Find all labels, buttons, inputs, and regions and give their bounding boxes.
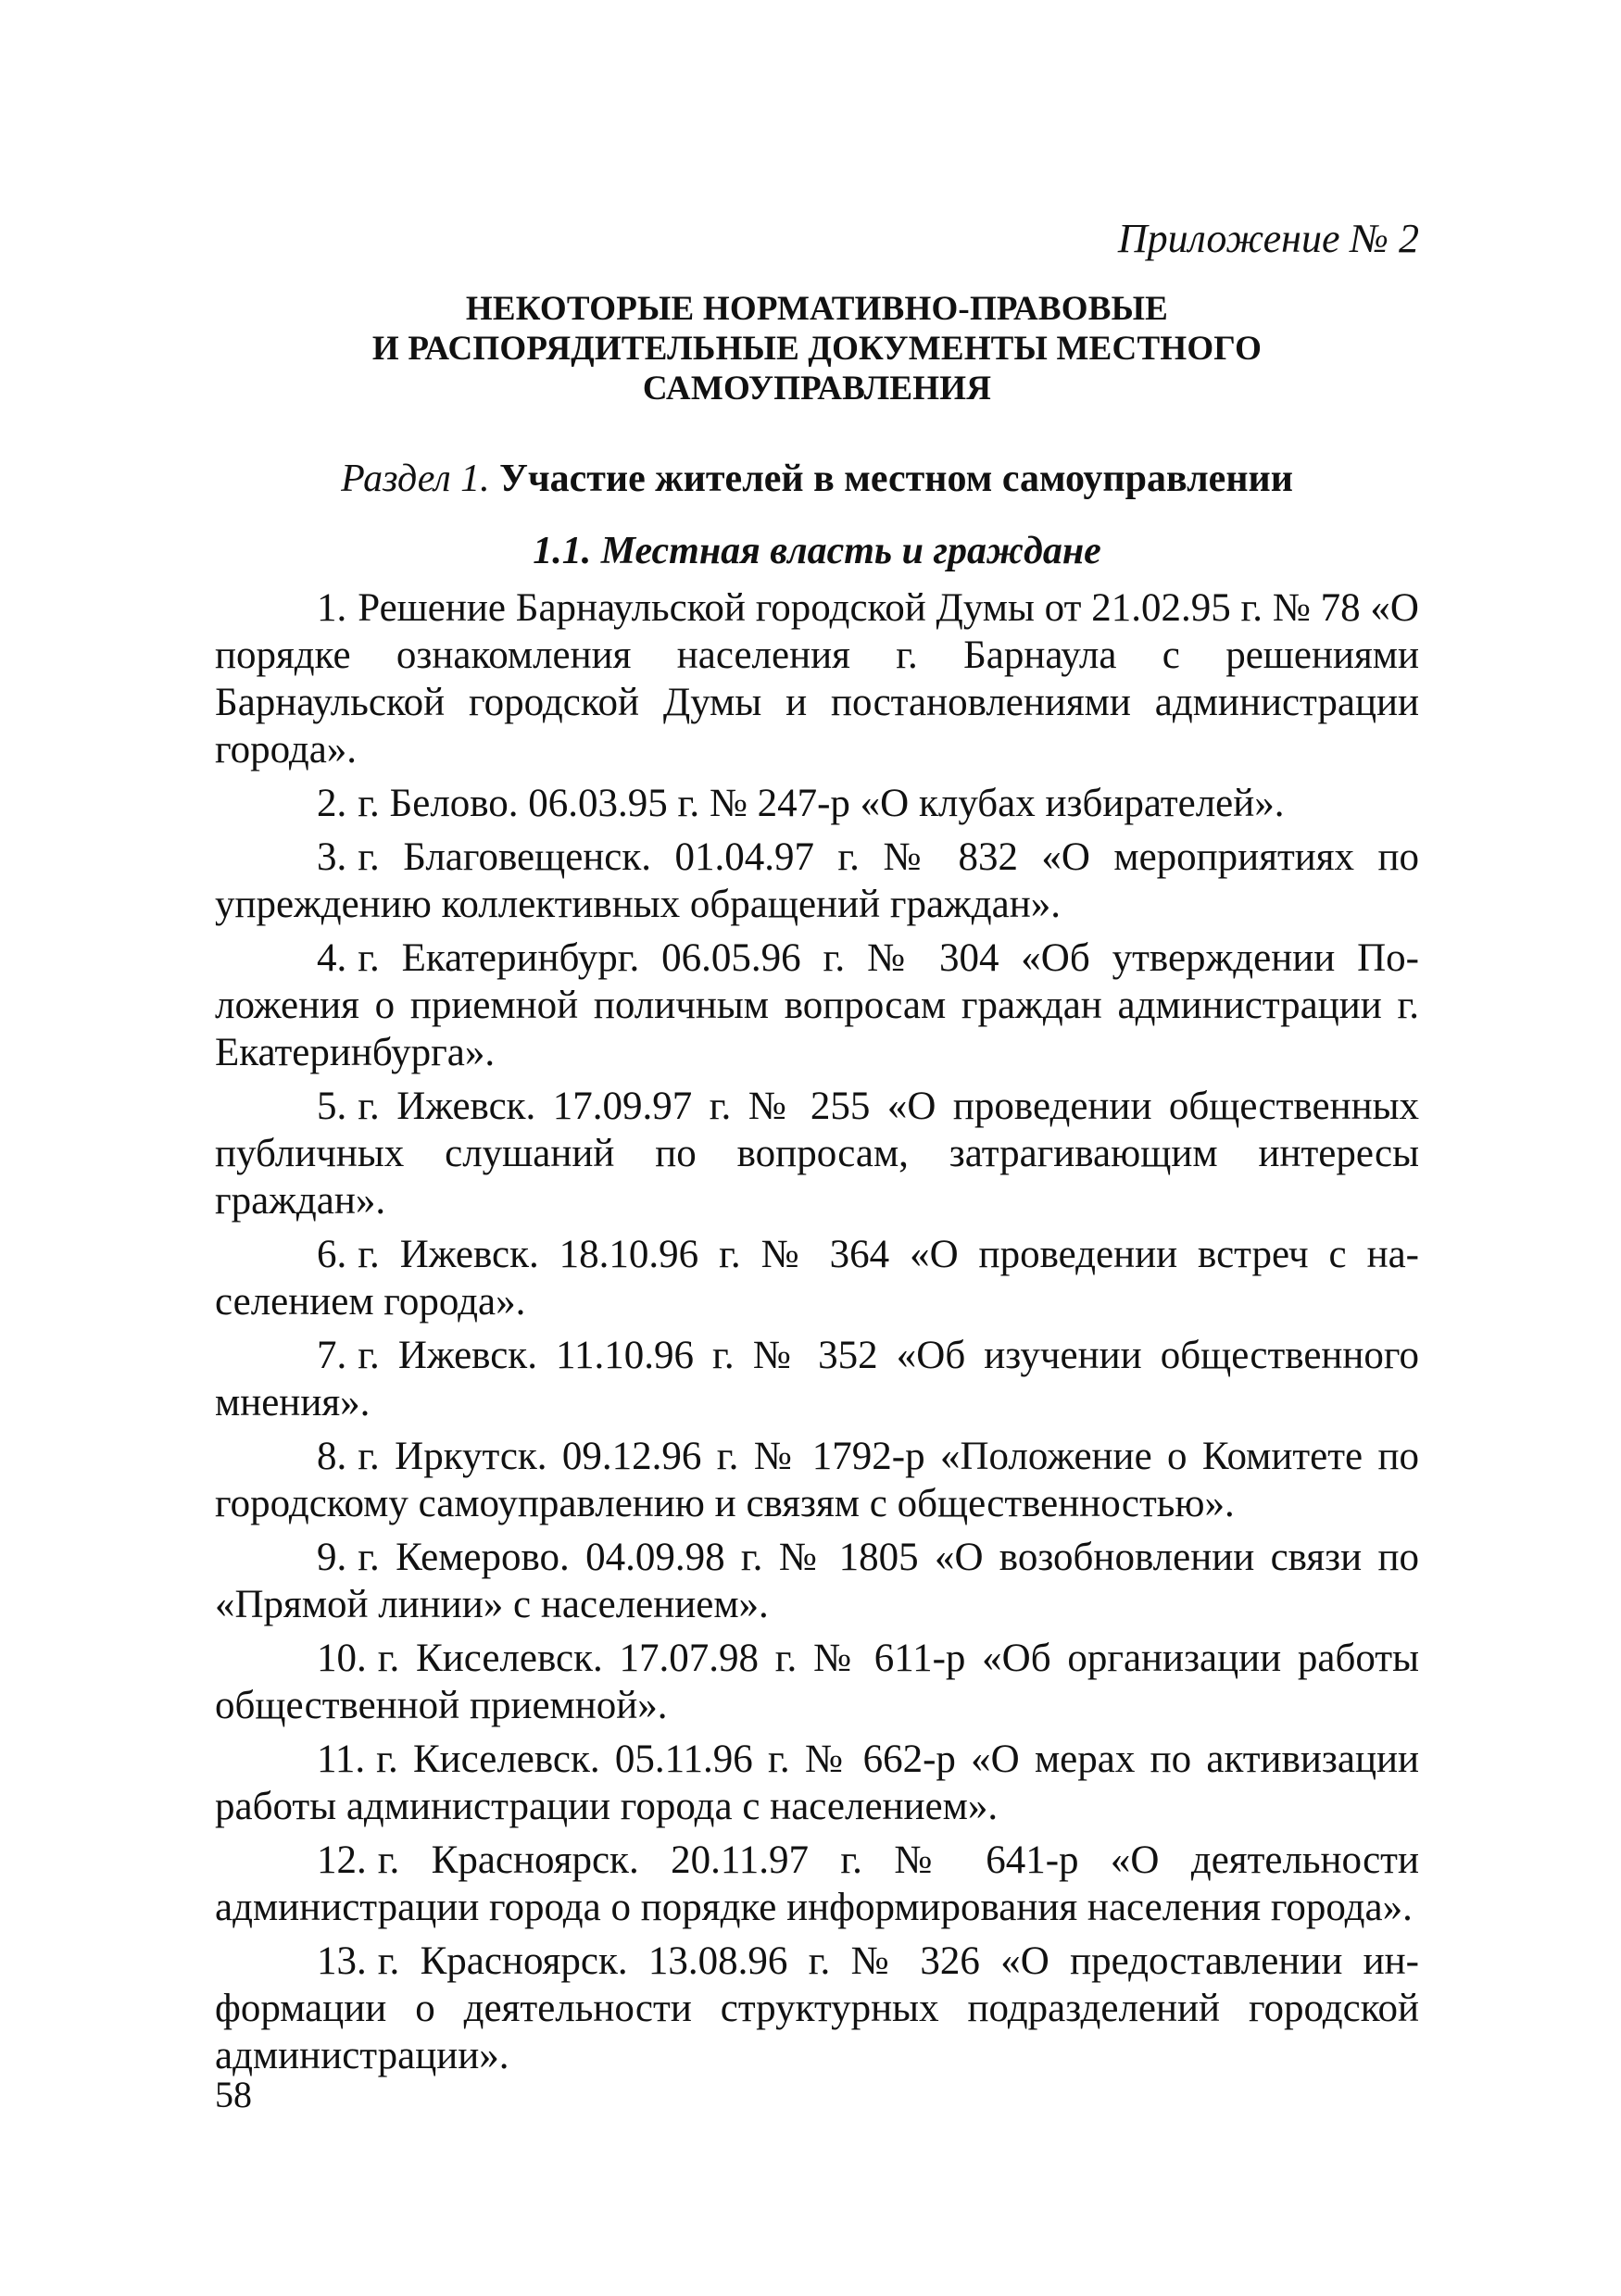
list-item [215, 1534, 1419, 1628]
item-number: 4. [317, 936, 347, 980]
item-number: 2. [317, 782, 347, 825]
document-list [215, 584, 1419, 2079]
item-text: г. Киселевск. 17.07.98 г. № 611-р «Об организации работы общественной приемной». [215, 1637, 1419, 1727]
title-line: И РАСПОРЯДИТЕЛЬНЫЕ ДОКУМЕНТЫ МЕСТНОГО [371, 330, 1263, 368]
item-number: 10. [317, 1637, 367, 1680]
item-text: г. Екатеринбург. 06.05.96 г. № 304 «Об утверждении Положения о приемной поличным вопросам граждан администрации г. Екатеринбурга». [215, 936, 1419, 1074]
item-number: 6. [317, 1233, 347, 1276]
list-item [215, 1433, 1419, 1527]
page-number: 58 [215, 2074, 252, 2115]
list-item [215, 1332, 1419, 1426]
section-heading [215, 453, 1419, 505]
item-number: 8. [317, 1435, 347, 1478]
appendix-label: Приложение № 2 [1117, 216, 1419, 261]
item-number: 11. [317, 1738, 366, 1781]
section-prefix: Раздел 1. [341, 458, 490, 500]
item-number: 5. [317, 1085, 347, 1128]
item-text: Решение Барнаульской городской Думы от 21.02.95 г. № 78 «О порядке ознакомления населения г. Барнаула с решениями Барнаульской городской Думы и постановлениями администрации города». [215, 586, 1419, 772]
item-text: г. Красноярск. 20.11.97 г. № 641-р «О деятельности администрации города о порядке информирования населения города». [215, 1838, 1419, 1929]
item-text: г. Кемерово. 04.09.98 г. № 1805 «О возобновлении связи по «Прямой линии» с населением». [215, 1536, 1419, 1626]
item-number: 1. [317, 586, 347, 630]
item-text: г. Ижевск. 17.09.97 г. № 255 «О проведении общественных публичных слушаний по вопросам, затрагивающим интересы граждан». [215, 1085, 1419, 1223]
title-line: НЕКОТОРЫЕ НОРМАТИВНО-ПРАВОВЫЕ [465, 290, 1169, 328]
list-item [215, 935, 1419, 1076]
item-text: г. Ижевск. 11.10.96 г. № 352 «Об изучении общественного мнения». [215, 1334, 1419, 1424]
document-title [215, 289, 1419, 408]
list-item [215, 584, 1419, 773]
item-number: 12. [317, 1838, 367, 1882]
title-line: САМОУПРАВЛЕНИЯ [642, 370, 992, 408]
item-text: г. Ижевск. 18.10.96 г. № 364 «О проведении встреч с населением города». [215, 1233, 1419, 1324]
list-item [215, 1736, 1419, 1830]
document-page [215, 185, 1419, 2086]
item-number: 9. [317, 1536, 347, 1579]
item-number: 7. [317, 1334, 347, 1377]
item-text: г. Красноярск. 13.08.96 г. № 326 «О предоставлении информации о деятельности структурных подразделений городской администрации». [215, 1939, 1419, 2077]
item-text: г. Благовещенск. 01.04.97 г. № 832 «О мероприятиях по упреждению коллективных обращений граждан». [215, 835, 1419, 926]
item-text: г. Иркутск. 09.12.96 г. № 1792-р «Положение о Комитете по городскому самоуправлению и связям с общественностью». [215, 1435, 1419, 1525]
list-item [215, 1635, 1419, 1729]
list-item [215, 1837, 1419, 1931]
list-item [215, 1083, 1419, 1224]
item-number: 13. [317, 1939, 367, 1983]
list-item [215, 834, 1419, 928]
list-item [215, 780, 1419, 827]
item-number: 3. [317, 835, 347, 879]
list-item [215, 1938, 1419, 2079]
list-item [215, 1231, 1419, 1325]
subsection-heading: 1.1. Местная власть и граждане [533, 530, 1101, 572]
item-text: г. Киселевск. 05.11.96 г. № 662-р «О мерах по активизации работы администрации города с населением». [215, 1738, 1419, 1828]
section-name: Участие жителей в местном самоуправлении [499, 458, 1293, 500]
item-text: г. Белово. 06.03.95 г. № 247-р «О клубах избирателей». [358, 782, 1285, 825]
